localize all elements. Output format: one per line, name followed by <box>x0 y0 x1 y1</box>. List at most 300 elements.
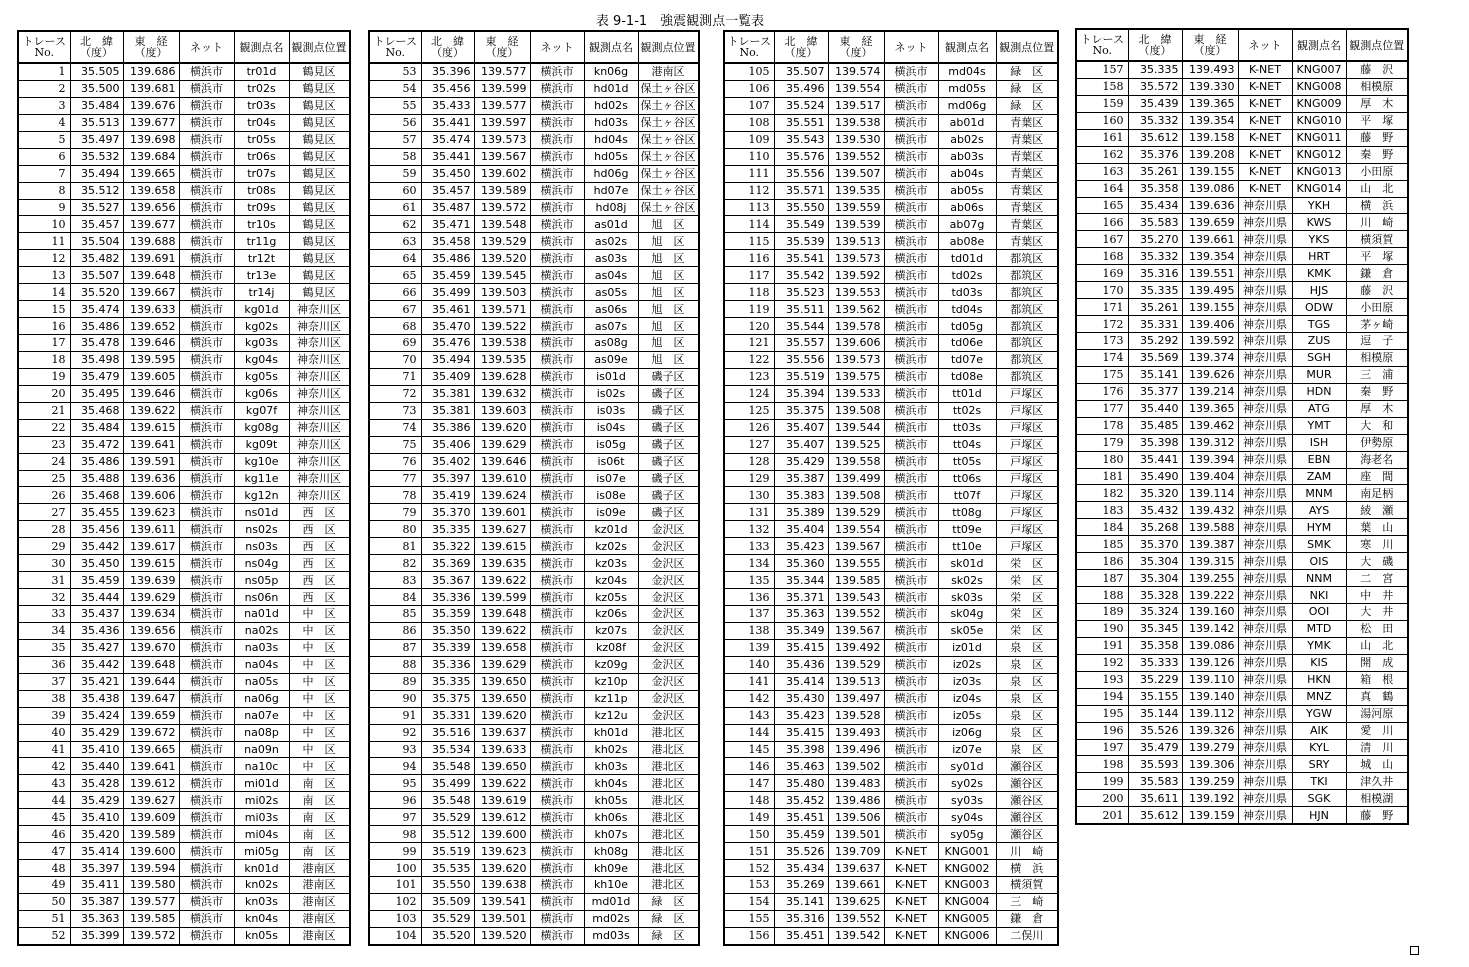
cell-net: 横浜市 <box>179 250 234 267</box>
cell-no: 56 <box>369 114 421 131</box>
cell-location: 都筑区 <box>996 368 1058 385</box>
cell-no: 70 <box>369 351 421 368</box>
cell-no: 79 <box>369 504 421 521</box>
cell-lat: 35.504 <box>70 233 123 250</box>
cell-location: 厚 木 <box>1346 95 1408 112</box>
table-row <box>1076 95 1408 112</box>
cell-station: KNG001 <box>938 843 996 860</box>
cell-lon: 139.661 <box>828 877 884 894</box>
table-row <box>18 199 350 216</box>
cell-lat: 35.377 <box>1128 383 1182 400</box>
cell-station: MUR <box>1292 366 1346 383</box>
cell-station: KIS <box>1292 654 1346 671</box>
cell-lat: 35.486 <box>70 453 123 470</box>
cell-no: 47 <box>18 843 70 860</box>
cell-lon: 139.629 <box>474 656 530 673</box>
cell-location: 金沢区 <box>638 589 699 606</box>
cell-lon: 139.492 <box>828 639 884 656</box>
cell-location: 松 田 <box>1346 620 1408 637</box>
cell-net: 神奈川県 <box>1238 519 1292 536</box>
table-row <box>724 504 1058 521</box>
cell-location: 栄 区 <box>996 572 1058 589</box>
table-row <box>724 910 1058 927</box>
cell-lon: 139.501 <box>828 826 884 843</box>
cell-lat: 35.324 <box>1128 604 1182 621</box>
station-table <box>1075 28 1409 825</box>
header-label: （度） <box>431 46 464 59</box>
cell-no: 180 <box>1076 451 1128 468</box>
cell-lat: 35.471 <box>421 216 474 233</box>
cell-no: 24 <box>18 453 70 470</box>
table-row <box>1076 604 1408 621</box>
cell-net: 横浜市 <box>530 63 584 80</box>
cell-lon: 139.633 <box>474 741 530 758</box>
cell-net: 神奈川県 <box>1238 333 1292 350</box>
cell-station: sk04g <box>938 606 996 623</box>
cell-location: 南足柄 <box>1346 485 1408 502</box>
table-row <box>369 148 699 165</box>
cell-net: 横浜市 <box>884 673 938 690</box>
cell-no: 109 <box>724 131 774 148</box>
cell-lon: 139.140 <box>1182 688 1238 705</box>
cell-lon: 139.686 <box>123 63 179 80</box>
table-row <box>18 741 350 758</box>
cell-no: 21 <box>18 402 70 419</box>
cell-lon: 139.520 <box>474 250 530 267</box>
cell-no: 152 <box>724 860 774 877</box>
cell-no: 117 <box>724 267 774 284</box>
table-row <box>18 724 350 741</box>
cell-lon: 139.580 <box>123 877 179 894</box>
table-row <box>18 860 350 877</box>
table-row <box>1076 61 1408 78</box>
cell-lat: 35.511 <box>774 301 828 318</box>
cell-location: 瀬谷区 <box>996 826 1058 843</box>
cell-lat: 35.292 <box>1128 333 1182 350</box>
cell-lon: 139.577 <box>474 63 530 80</box>
cell-net: 横浜市 <box>179 826 234 843</box>
cell-station: ab05s <box>938 182 996 199</box>
header-label: 観測点名 <box>1297 38 1341 52</box>
cell-lat: 35.434 <box>1128 197 1182 214</box>
cell-no: 86 <box>369 622 421 639</box>
cell-lat: 35.404 <box>774 521 828 538</box>
cell-no: 166 <box>1076 214 1128 231</box>
cell-net: 横浜市 <box>884 250 938 267</box>
cell-no: 169 <box>1076 265 1128 282</box>
cell-no: 190 <box>1076 620 1128 637</box>
header-label: 東 経 <box>134 35 168 48</box>
cell-lon: 139.627 <box>474 521 530 538</box>
table-row <box>724 741 1058 758</box>
cell-lat: 35.556 <box>774 351 828 368</box>
table-row <box>369 741 699 758</box>
cell-net: 横浜市 <box>884 233 938 250</box>
cell-lon: 139.538 <box>828 114 884 131</box>
cell-no: 82 <box>369 555 421 572</box>
table-row <box>369 216 699 233</box>
cell-station: is08e <box>584 487 638 504</box>
cell-lat: 35.335 <box>421 673 474 690</box>
table-row <box>18 521 350 538</box>
cell-no: 94 <box>369 758 421 775</box>
cell-lon: 139.326 <box>1182 722 1238 739</box>
cell-net: K-NET <box>1238 180 1292 197</box>
cell-station: tr12t <box>234 250 289 267</box>
cell-net: 横浜市 <box>179 690 234 707</box>
table-row <box>18 385 350 402</box>
cell-location: 神奈川区 <box>289 301 350 318</box>
cell-lon: 139.552 <box>828 148 884 165</box>
cell-lat: 35.427 <box>70 639 123 656</box>
cell-lat: 35.468 <box>70 402 123 419</box>
table-row <box>18 843 350 860</box>
col-header-lat <box>1128 29 1182 61</box>
cell-station: MNM <box>1292 485 1346 502</box>
cell-lon: 139.255 <box>1182 570 1238 587</box>
cell-station: KNG014 <box>1292 180 1346 197</box>
cell-net: 横浜市 <box>530 877 584 894</box>
cell-location: 神奈川区 <box>289 436 350 453</box>
cell-lon: 139.665 <box>123 741 179 758</box>
cell-station: as09e <box>584 351 638 368</box>
cell-lon: 139.588 <box>1182 519 1238 536</box>
cell-location: 綾 瀬 <box>1346 502 1408 519</box>
cell-no: 183 <box>1076 502 1128 519</box>
cell-no: 10 <box>18 216 70 233</box>
cell-lon: 139.658 <box>123 182 179 199</box>
cell-net: 横浜市 <box>884 131 938 148</box>
table-row <box>369 419 699 436</box>
cell-station: ZAM <box>1292 468 1346 485</box>
cell-location: 小田原 <box>1346 163 1408 180</box>
cell-lon: 139.374 <box>1182 349 1238 366</box>
cell-lat: 35.419 <box>421 487 474 504</box>
cell-no: 185 <box>1076 536 1128 553</box>
cell-net: 神奈川県 <box>1238 417 1292 434</box>
cell-lon: 139.573 <box>828 351 884 368</box>
cell-station: HJN <box>1292 807 1346 824</box>
cell-lon: 139.222 <box>1182 587 1238 604</box>
cell-station: na08p <box>234 724 289 741</box>
table-row <box>1076 248 1408 265</box>
cell-station: kg02s <box>234 318 289 335</box>
table-row <box>369 385 699 402</box>
cell-no: 115 <box>724 233 774 250</box>
cell-lon: 139.644 <box>123 673 179 690</box>
cell-station: is01d <box>584 368 638 385</box>
cell-station: ns05p <box>234 572 289 589</box>
cell-lon: 139.688 <box>123 233 179 250</box>
table-row <box>18 504 350 521</box>
table-row <box>724 758 1058 775</box>
cell-no: 162 <box>1076 146 1128 163</box>
cell-lon: 139.495 <box>1182 282 1238 299</box>
cell-net: K-NET <box>884 927 938 944</box>
cell-no: 97 <box>369 809 421 826</box>
cell-lon: 139.159 <box>1182 807 1238 824</box>
cell-station: kh06s <box>584 809 638 826</box>
header-label: 観測点位置 <box>291 40 347 54</box>
cell-net: 神奈川県 <box>1238 739 1292 756</box>
cell-station: na09n <box>234 741 289 758</box>
cell-location: 金沢区 <box>638 555 699 572</box>
cell-no: 50 <box>18 893 70 910</box>
cell-lon: 139.544 <box>828 419 884 436</box>
cell-location: 金沢区 <box>638 656 699 673</box>
cell-location: 泉 区 <box>996 741 1058 758</box>
col-header-net <box>1238 29 1292 61</box>
cell-lat: 35.527 <box>70 199 123 216</box>
cell-no: 85 <box>369 606 421 623</box>
cell-location: 南 区 <box>289 809 350 826</box>
cell-no: 32 <box>18 589 70 606</box>
cell-station: md01d <box>584 893 638 910</box>
col-header-lon <box>474 31 530 63</box>
cell-lon: 139.559 <box>828 199 884 216</box>
cell-net: 横浜市 <box>179 419 234 436</box>
cell-location: 鎌 倉 <box>996 910 1058 927</box>
cell-lat: 35.519 <box>421 843 474 860</box>
table-row <box>18 402 350 419</box>
cell-net: 横浜市 <box>179 402 234 419</box>
cell-lon: 139.646 <box>123 335 179 352</box>
cell-lon: 139.330 <box>1182 78 1238 95</box>
cell-station: KNG011 <box>1292 129 1346 146</box>
cell-lon: 139.432 <box>1182 502 1238 519</box>
cell-location: 鶴見区 <box>289 250 350 267</box>
cell-location: 戸塚区 <box>996 436 1058 453</box>
cell-lon: 139.508 <box>828 402 884 419</box>
cell-lat: 35.375 <box>774 402 828 419</box>
cell-lat: 35.486 <box>421 250 474 267</box>
cell-location: 神奈川区 <box>289 385 350 402</box>
table-row <box>1076 519 1408 536</box>
cell-location: 神奈川区 <box>289 318 350 335</box>
cell-net: 横浜市 <box>530 555 584 572</box>
cell-lat: 35.507 <box>70 267 123 284</box>
cell-no: 167 <box>1076 231 1128 248</box>
header-label: ネット <box>540 40 574 54</box>
cell-station: KMK <box>1292 265 1346 282</box>
cell-no: 171 <box>1076 299 1128 316</box>
cell-location: 鶴見区 <box>289 131 350 148</box>
cell-station: tr14j <box>234 284 289 301</box>
cell-lat: 35.344 <box>774 572 828 589</box>
cell-station: na02s <box>234 622 289 639</box>
cell-no: 78 <box>369 487 421 504</box>
cell-no: 114 <box>724 216 774 233</box>
cell-net: 横浜市 <box>530 538 584 555</box>
cell-location: 港北区 <box>638 843 699 860</box>
cell-location: 鶴見区 <box>289 114 350 131</box>
cell-no: 89 <box>369 673 421 690</box>
table-row <box>724 284 1058 301</box>
cell-lon: 139.611 <box>123 521 179 538</box>
cell-lon: 139.506 <box>828 809 884 826</box>
cell-lon: 139.622 <box>474 775 530 792</box>
cell-no: 195 <box>1076 705 1128 722</box>
cell-location: 鶴見区 <box>289 284 350 301</box>
cell-net: 横浜市 <box>179 606 234 623</box>
cell-station: tr06s <box>234 148 289 165</box>
cell-lat: 35.144 <box>1128 705 1182 722</box>
cell-no: 27 <box>18 504 70 521</box>
cell-lon: 139.656 <box>123 622 179 639</box>
table-row <box>369 63 699 80</box>
cell-station: SGH <box>1292 349 1346 366</box>
col-header-no <box>1076 29 1128 61</box>
cell-no: 66 <box>369 284 421 301</box>
table-row <box>1076 400 1408 417</box>
cell-station: YKH <box>1292 197 1346 214</box>
cell-net: 横浜市 <box>884 182 938 199</box>
cell-station: SRY <box>1292 756 1346 773</box>
cell-no: 147 <box>724 775 774 792</box>
cell-net: K-NET <box>1238 95 1292 112</box>
cell-no: 65 <box>369 267 421 284</box>
table-row <box>724 843 1058 860</box>
cell-lon: 139.691 <box>123 250 179 267</box>
cell-lat: 35.376 <box>1128 146 1182 163</box>
cell-lon: 139.575 <box>828 368 884 385</box>
cell-net: 横浜市 <box>179 267 234 284</box>
cell-no: 178 <box>1076 417 1128 434</box>
cell-no: 49 <box>18 877 70 894</box>
cell-location: 藤 野 <box>1346 807 1408 824</box>
cell-location: 開 成 <box>1346 654 1408 671</box>
table-row <box>724 301 1058 318</box>
cell-station: iz01d <box>938 639 996 656</box>
cell-lat: 35.523 <box>774 284 828 301</box>
cell-lon: 139.279 <box>1182 739 1238 756</box>
cell-no: 105 <box>724 63 774 80</box>
cell-location: 秦 野 <box>1346 146 1408 163</box>
cell-station: mi02s <box>234 792 289 809</box>
cell-net: 横浜市 <box>884 622 938 639</box>
cell-lat: 35.526 <box>1128 722 1182 739</box>
cell-net: 横浜市 <box>179 792 234 809</box>
cell-no: 35 <box>18 639 70 656</box>
cell-location: 瀬谷区 <box>996 792 1058 809</box>
cell-station: td07e <box>938 351 996 368</box>
cell-location: 金沢区 <box>638 639 699 656</box>
cell-location: 大 磯 <box>1346 553 1408 570</box>
table-row <box>724 622 1058 639</box>
cell-station: tr08s <box>234 182 289 199</box>
cell-station: kg05s <box>234 368 289 385</box>
cell-lat: 35.544 <box>774 318 828 335</box>
table-row <box>724 80 1058 97</box>
cell-station: kg07f <box>234 402 289 419</box>
cell-location: 旭 区 <box>638 284 699 301</box>
cell-location: 藤 野 <box>1346 129 1408 146</box>
cell-net: 横浜市 <box>884 80 938 97</box>
cell-station: ns03s <box>234 538 289 555</box>
cell-net: 横浜市 <box>884 351 938 368</box>
header-label: No. <box>1092 44 1113 57</box>
cell-net: 横浜市 <box>530 250 584 267</box>
cell-station: kn06g <box>584 63 638 80</box>
table-row <box>1076 146 1408 163</box>
cell-location: 鶴見区 <box>289 80 350 97</box>
cell-lat: 35.569 <box>1128 349 1182 366</box>
cell-location: 箱 根 <box>1346 671 1408 688</box>
cell-no: 188 <box>1076 587 1128 604</box>
cell-no: 18 <box>18 351 70 368</box>
table-row <box>1076 485 1408 502</box>
table-row <box>369 724 699 741</box>
cell-net: 横浜市 <box>530 80 584 97</box>
cell-net: 横浜市 <box>179 910 234 927</box>
station-table <box>723 30 1059 946</box>
cell-net: 神奈川県 <box>1238 654 1292 671</box>
cell-lon: 139.601 <box>474 504 530 521</box>
cell-lat: 35.268 <box>1128 519 1182 536</box>
cell-lat: 35.476 <box>421 335 474 352</box>
table-row <box>1076 78 1408 95</box>
cell-no: 45 <box>18 809 70 826</box>
cell-location: 戸塚区 <box>996 385 1058 402</box>
cell-no: 30 <box>18 555 70 572</box>
cell-lon: 139.312 <box>1182 434 1238 451</box>
header-row <box>369 31 699 63</box>
col-header-no <box>18 31 70 63</box>
cell-lon: 139.513 <box>828 673 884 690</box>
cell-lon: 139.365 <box>1182 400 1238 417</box>
cell-no: 90 <box>369 690 421 707</box>
cell-net: 神奈川県 <box>1238 451 1292 468</box>
cell-station: NNM <box>1292 570 1346 587</box>
cell-location: 戸塚区 <box>996 538 1058 555</box>
table-row <box>1076 349 1408 366</box>
cell-lat: 35.414 <box>774 673 828 690</box>
cell-net: 横浜市 <box>179 199 234 216</box>
cell-no: 154 <box>724 893 774 910</box>
cell-net: 横浜市 <box>530 927 584 944</box>
cell-location: 中 区 <box>289 741 350 758</box>
header-label: 観測点位置 <box>999 40 1055 54</box>
cell-lat: 35.434 <box>774 860 828 877</box>
cell-location: 都筑区 <box>996 335 1058 352</box>
cell-location: 南 区 <box>289 775 350 792</box>
cell-station: md02s <box>584 910 638 927</box>
cell-station: YKS <box>1292 231 1346 248</box>
cell-location: 旭 区 <box>638 250 699 267</box>
cell-net: 横浜市 <box>884 402 938 419</box>
cell-station: td05g <box>938 318 996 335</box>
cell-location: 中 区 <box>289 639 350 656</box>
cell-no: 77 <box>369 470 421 487</box>
col-header-station <box>234 31 289 63</box>
cell-lat: 35.472 <box>70 436 123 453</box>
cell-net: 横浜市 <box>884 148 938 165</box>
cell-location: 南 区 <box>289 792 350 809</box>
cell-lon: 139.486 <box>828 792 884 809</box>
cell-lat: 35.442 <box>70 538 123 555</box>
cell-no: 39 <box>18 707 70 724</box>
cell-net: 横浜市 <box>530 589 584 606</box>
cell-net: 横浜市 <box>179 318 234 335</box>
col-header-location <box>996 31 1058 63</box>
cell-no: 91 <box>369 707 421 724</box>
cell-lon: 139.672 <box>123 724 179 741</box>
cell-location: 神奈川区 <box>289 402 350 419</box>
cell-lon: 139.529 <box>474 233 530 250</box>
cell-no: 125 <box>724 402 774 419</box>
cell-net: 横浜市 <box>530 893 584 910</box>
cell-no: 55 <box>369 97 421 114</box>
